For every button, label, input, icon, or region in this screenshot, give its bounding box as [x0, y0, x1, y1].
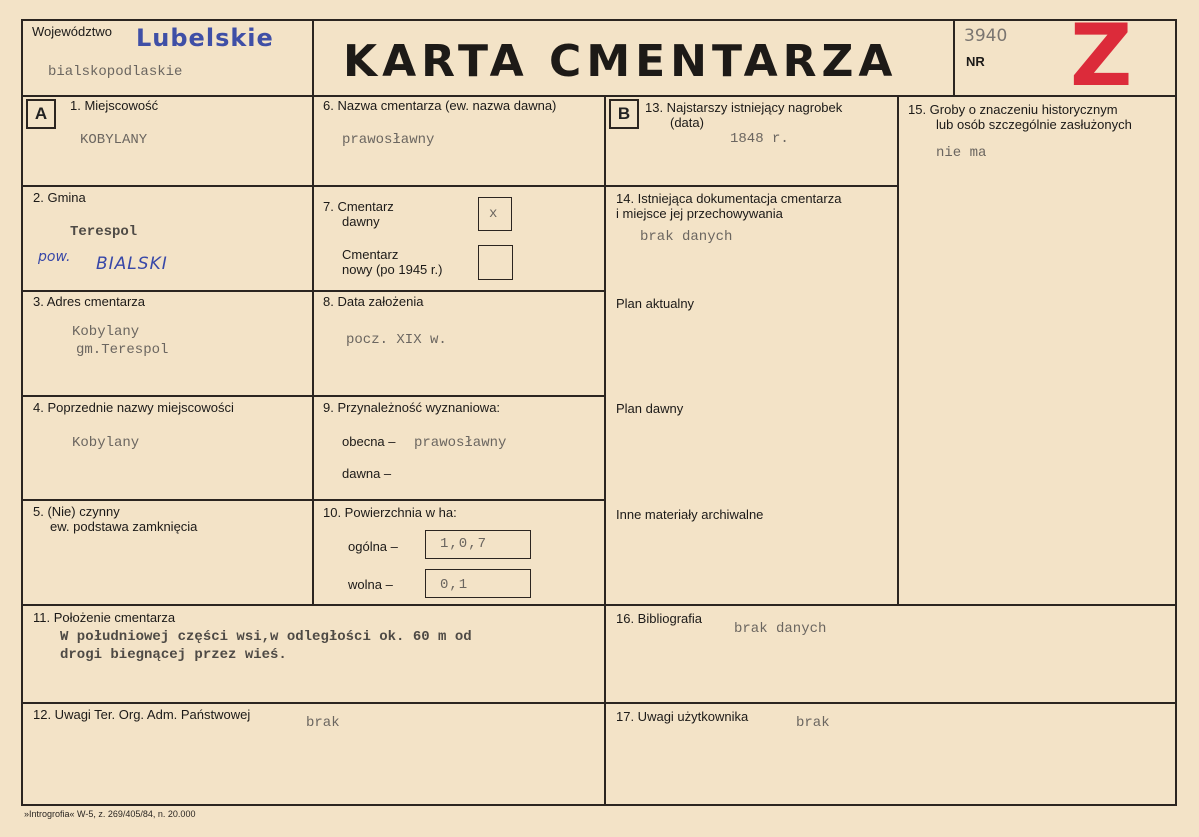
vline-col2 — [604, 95, 606, 805]
field-7-new-checkbox — [478, 245, 513, 280]
hline-row6 — [21, 702, 1177, 704]
field-5-label-line2: ew. podstawa zamknięcia — [50, 519, 198, 534]
header-vline-1 — [312, 19, 314, 97]
hline-row1 — [21, 185, 606, 187]
field-13-label-line2: (data) — [670, 115, 704, 130]
field-3-value-line2: gm.Terespol — [76, 342, 169, 358]
field-10-total-label: ogólna – — [348, 539, 398, 554]
wojewodztwo-typed: bialskopodlaskie — [48, 64, 183, 80]
field-8-value: pocz. XIX w. — [346, 332, 447, 348]
field-16-value: brak danych — [734, 621, 827, 637]
field-8-label: 8. Data założenia — [323, 294, 424, 309]
wojewodztwo-stamp: Lubelskie — [136, 24, 274, 52]
field-15-label-line1: 15. Groby o znaczeniu historycznym — [908, 102, 1118, 117]
field-6-label: 6. Nazwa cmentarza (ew. nazwa dawna) — [323, 98, 557, 113]
field-3-label: 3. Adres cmentarza — [33, 294, 145, 309]
hline-row2 — [21, 290, 606, 292]
field-10-free-label: wolna – — [348, 577, 393, 592]
field-7-old-checkbox — [478, 197, 512, 231]
field-1-value: KOBYLANY — [80, 132, 148, 148]
field-10-total-value: 1,0,7 — [440, 536, 488, 552]
field-15-value: nie ma — [936, 145, 987, 161]
field-14-value: brak danych — [640, 229, 733, 245]
field-7-new-line1: Cmentarz — [342, 247, 399, 262]
field-1-label: 1. Miejscowość — [70, 98, 159, 113]
field-12-value: brak — [306, 715, 340, 731]
header-divider — [21, 95, 1177, 97]
field-4-label: 4. Poprzednie nazwy miejscowości — [33, 400, 234, 415]
plan-current-label: Plan aktualny — [616, 296, 695, 311]
hline-row3 — [21, 395, 606, 397]
print-info: »Introgrofia« W-5, z. 269/405/84, n. 20.000 — [24, 809, 196, 819]
vline-col1 — [312, 95, 314, 605]
field-14-label-line2: i miejsce jej przechowywania — [616, 206, 783, 221]
field-17-label: 17. Uwagi użytkownika — [616, 709, 749, 724]
plan-former-label: Plan dawny — [616, 401, 684, 416]
corner-mark-z: Z — [1070, 6, 1133, 106]
field-7-old-line2: dawny — [342, 214, 380, 229]
frame-bottom — [21, 804, 1177, 806]
frame-right — [1175, 19, 1177, 806]
field-13-value: 1848 r. — [730, 131, 789, 147]
field-6-value: prawosławny — [342, 132, 435, 148]
field-17-value: brak — [796, 715, 830, 731]
field-2-hand-value: BIALSKI — [96, 254, 168, 274]
frame-left — [21, 19, 23, 806]
field-9-current-value: prawosławny — [414, 435, 507, 451]
field-16-label: 16. Bibliografia — [616, 611, 702, 626]
field-11-label: 11. Położenie cmentarza — [33, 610, 176, 625]
field-7-new-line2: nowy (po 1945 r.) — [342, 262, 443, 277]
vline-col3 — [897, 95, 899, 605]
nr-value: 3940 — [964, 26, 1008, 46]
field-2-value: Terespol — [70, 224, 138, 240]
nr-label: NR — [966, 54, 985, 69]
field-7-old-mark: x — [489, 206, 498, 222]
other-materials-label: Inne materiały archiwalne — [616, 507, 764, 522]
field-7-old-line1: 7. Cmentarz — [323, 199, 394, 214]
field-10-label: 10. Powierzchnia w ha: — [323, 505, 457, 520]
card-title: KARTA CMENTARZA — [343, 36, 898, 87]
wojewodztwo-label: Województwo — [32, 24, 112, 39]
field-11-value-line1: W południowej części wsi,w odległości ok. 60 m od — [60, 629, 472, 645]
hline-row5 — [21, 604, 1177, 606]
field-10-free-value: 0,1 — [440, 577, 469, 593]
field-9-former-label: dawna – — [342, 466, 392, 481]
field-9-label: 9. Przynależność wyznaniowa: — [323, 400, 501, 415]
field-13-label-line1: 13. Najstarszy istniejący nagrobek — [645, 100, 843, 115]
field-2-hand-prefix: pow. — [38, 249, 71, 265]
field-14-label-line1: 14. Istniejąca dokumentacja cmentarza — [616, 191, 842, 206]
field-5-label-line1: 5. (Nie) czynny — [33, 504, 120, 519]
field-11-value-line2: drogi biegnącej przez wieś. — [60, 647, 287, 663]
field-2-label: 2. Gmina — [33, 190, 86, 205]
hline-row4 — [21, 499, 606, 501]
section-b-marker: B — [609, 99, 639, 129]
hline-b1 — [604, 185, 898, 187]
frame-top — [21, 19, 1177, 21]
field-12-label: 12. Uwagi Ter. Org. Adm. Państwowej — [33, 707, 251, 722]
field-3-value-line1: Kobylany — [72, 324, 140, 340]
field-9-current-label: obecna – — [342, 434, 396, 449]
header-vline-2 — [953, 19, 955, 97]
field-15-label-line2: lub osób szczególnie zasłużonych — [936, 117, 1132, 132]
field-4-value: Kobylany — [72, 435, 140, 451]
section-a-marker: A — [26, 99, 56, 129]
